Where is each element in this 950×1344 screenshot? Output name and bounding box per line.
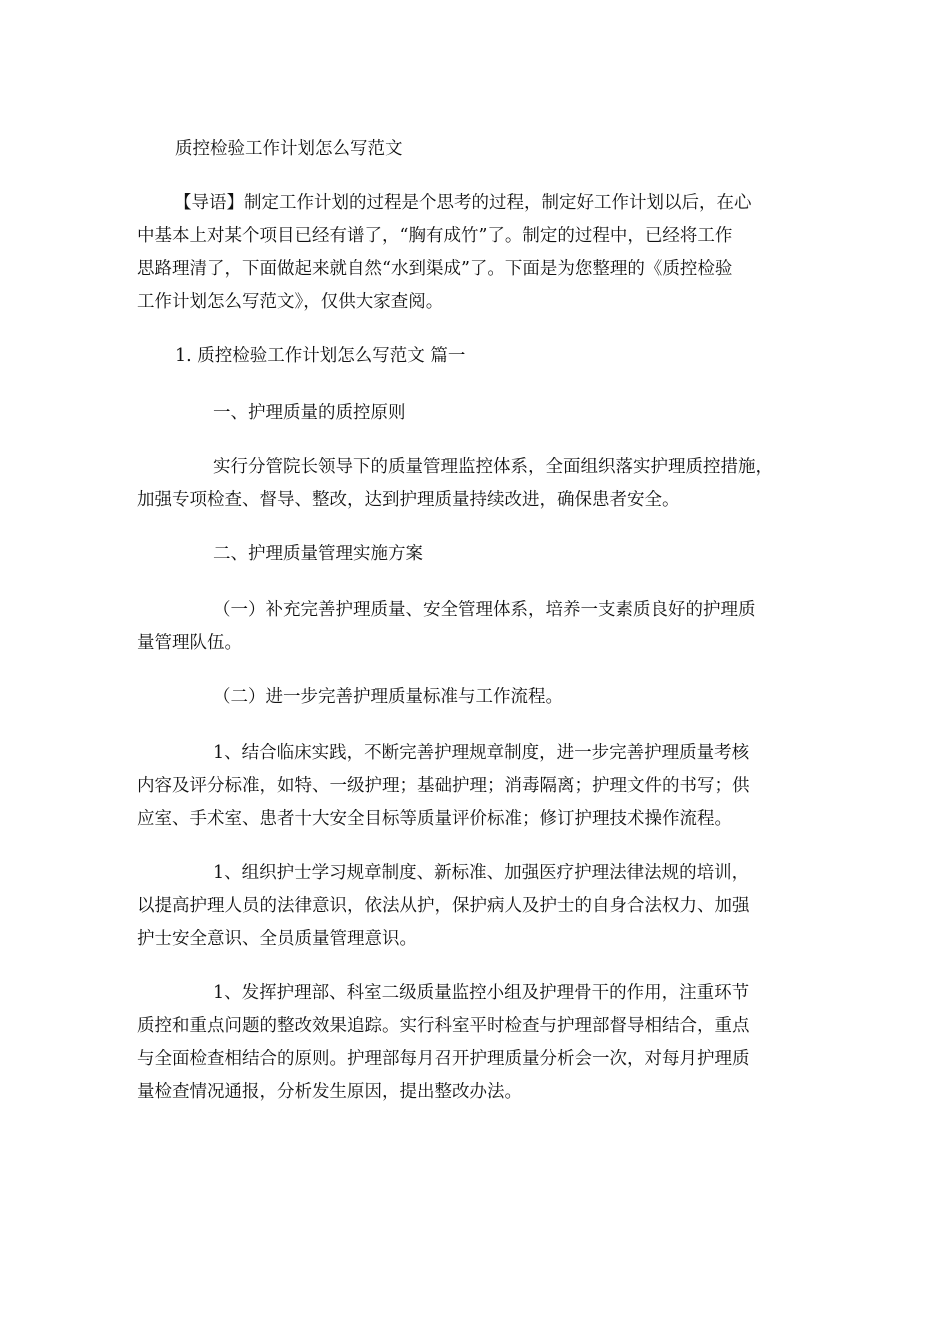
heading-quality-principle: 一、护理质量的质控原则 xyxy=(213,403,406,423)
paragraph-clinical-practice: 1、结合临床实践，不断完善护理规章制度，进一步完善护理质量考核 内容及评分标准，如特、一级护理；基础护理；消毒隔离；护理文件的书写；供 应室、手术室、患者十大安全目标等质量评价标准；修订护理技术操作流程。 xyxy=(137,743,750,829)
paragraph-system: （一）补充完善护理质量、安全管理体系，培养一支素质良好的护理质 量管理队伍。 xyxy=(137,600,756,653)
intro-line: 思路理清了，下面做起来就自然“水到渠成”了。下面是为您整理的《质控检验 xyxy=(137,259,733,279)
intro-line: 【导语】制定工作计划的过程是个思考的过程，制定好工作计划以后，在心 xyxy=(174,193,752,213)
paragraph-training: 1、组织护士学习规章制度、新标准、加强医疗护理法律法规的培训， 以提高护理人员的法律意识，依法从护，保护病人及护士的自身合法权力、加强 护士安全意识、全员质量管理意识。 xyxy=(137,863,750,949)
paragraph-monitoring: 1、发挥护理部、科室二级质量监控小组及护理骨干的作用，注重环节 质控和重点问题的整改效果追踪。实行科室平时检查与护理部督导相结合，重点 与全面检查相结合的原则。护理部每月召开护理质量分析会一次，对每月护理质 量检查情况通报，分析发生原因，提出整改办法。 xyxy=(137,983,750,1102)
paragraph-standards: （二）进一步完善护理质量标准与工作流程。 xyxy=(213,687,563,707)
paragraph-quality-principle: 实行分管院长领导下的质量管理监控体系，全面组织落实护理质控措施， 加强专项检查、督导、整改，达到护理质量持续改进，确保患者安全。 xyxy=(137,457,773,510)
intro-line: 工作计划怎么写范文》，仅供大家查阅。 xyxy=(137,292,444,312)
section-heading: 1. 质控检验工作计划怎么写范文 篇一 xyxy=(175,346,466,366)
title-line: 质控检验工作计划怎么写范文 xyxy=(175,139,403,159)
intro-paragraph xyxy=(137,187,812,319)
document-title xyxy=(175,133,850,166)
intro-line: 中基本上对某个项目已经有谱了，“胸有成竹”了。制定的过程中，已经将工作 xyxy=(137,226,733,246)
heading-implementation-plan: 二、护理质量管理实施方案 xyxy=(213,544,423,564)
